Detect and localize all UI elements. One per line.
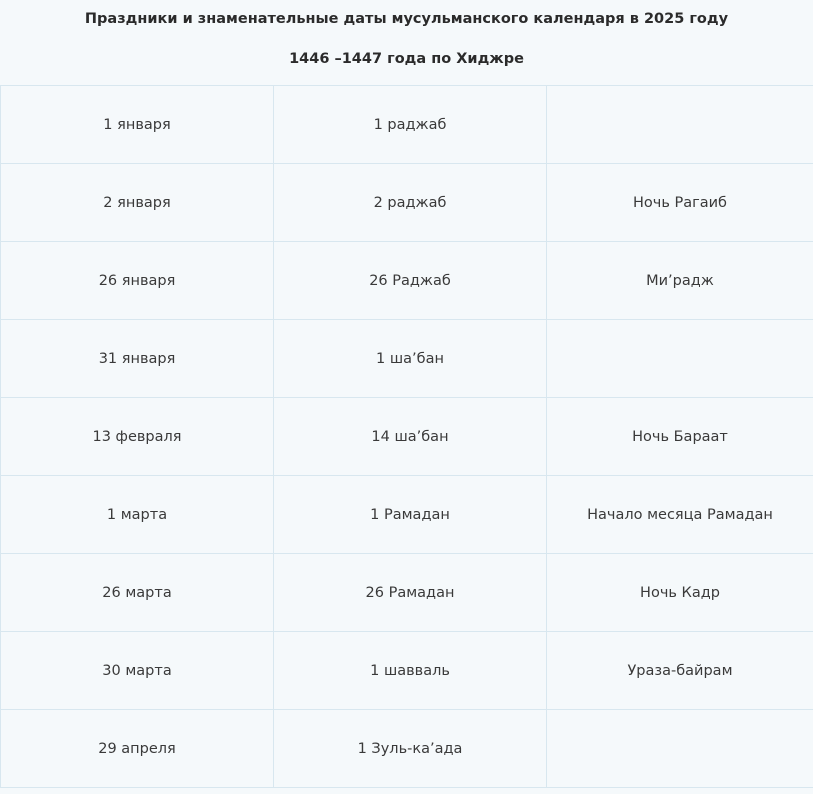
hijri-date-cell: 14 ша’бан (274, 398, 547, 476)
event-cell (547, 710, 813, 788)
table-row (1, 632, 813, 710)
hijri-date-cell: 1 Зуль-ка’ада (274, 710, 547, 788)
hijri-date-cell: 2 раджаб (274, 164, 547, 242)
gregorian-date-cell: 26 марта (1, 554, 274, 632)
event-cell: Ночь Кадр (547, 554, 813, 632)
gregorian-date-cell: 1 января (1, 86, 274, 164)
page-title: Праздники и знаменательные даты мусульманского календаря в 2025 году (84, 11, 729, 27)
event-cell: Ми’радж (547, 242, 813, 320)
page-subtitle: 1446 –1447 года по Хиджре (289, 51, 524, 67)
gregorian-date-cell: 31 января (1, 320, 274, 398)
table-row (1, 554, 813, 632)
event-cell (547, 320, 813, 398)
hijri-date-cell: 1 раджаб (274, 86, 547, 164)
gregorian-date-cell: 1 марта (1, 476, 274, 554)
hijri-date-cell: 26 Раджаб (274, 242, 547, 320)
calendar-header (0, 0, 813, 85)
hijri-date-cell: 1 шавваль (274, 632, 547, 710)
event-cell (547, 86, 813, 164)
event-cell: Ураза-байрам (547, 632, 813, 710)
gregorian-date-cell: 26 января (1, 242, 274, 320)
table-row (1, 710, 813, 788)
hijri-date-cell: 1 Рамадан (274, 476, 547, 554)
calendar-table (0, 85, 813, 788)
hijri-date-cell: 26 Рамадан (274, 554, 547, 632)
table-row (1, 398, 813, 476)
table-row (1, 86, 813, 164)
table-row (1, 476, 813, 554)
gregorian-date-cell: 13 февраля (1, 398, 274, 476)
event-cell: Ночь Бараат (547, 398, 813, 476)
hijri-date-cell: 1 ша’бан (274, 320, 547, 398)
table-row (1, 242, 813, 320)
gregorian-date-cell: 30 марта (1, 632, 274, 710)
gregorian-date-cell: 2 января (1, 164, 274, 242)
event-cell: Ночь Рагаиб (547, 164, 813, 242)
gregorian-date-cell: 29 апреля (1, 710, 274, 788)
table-row (1, 320, 813, 398)
event-cell: Начало месяца Рамадан (547, 476, 813, 554)
table-row (1, 164, 813, 242)
